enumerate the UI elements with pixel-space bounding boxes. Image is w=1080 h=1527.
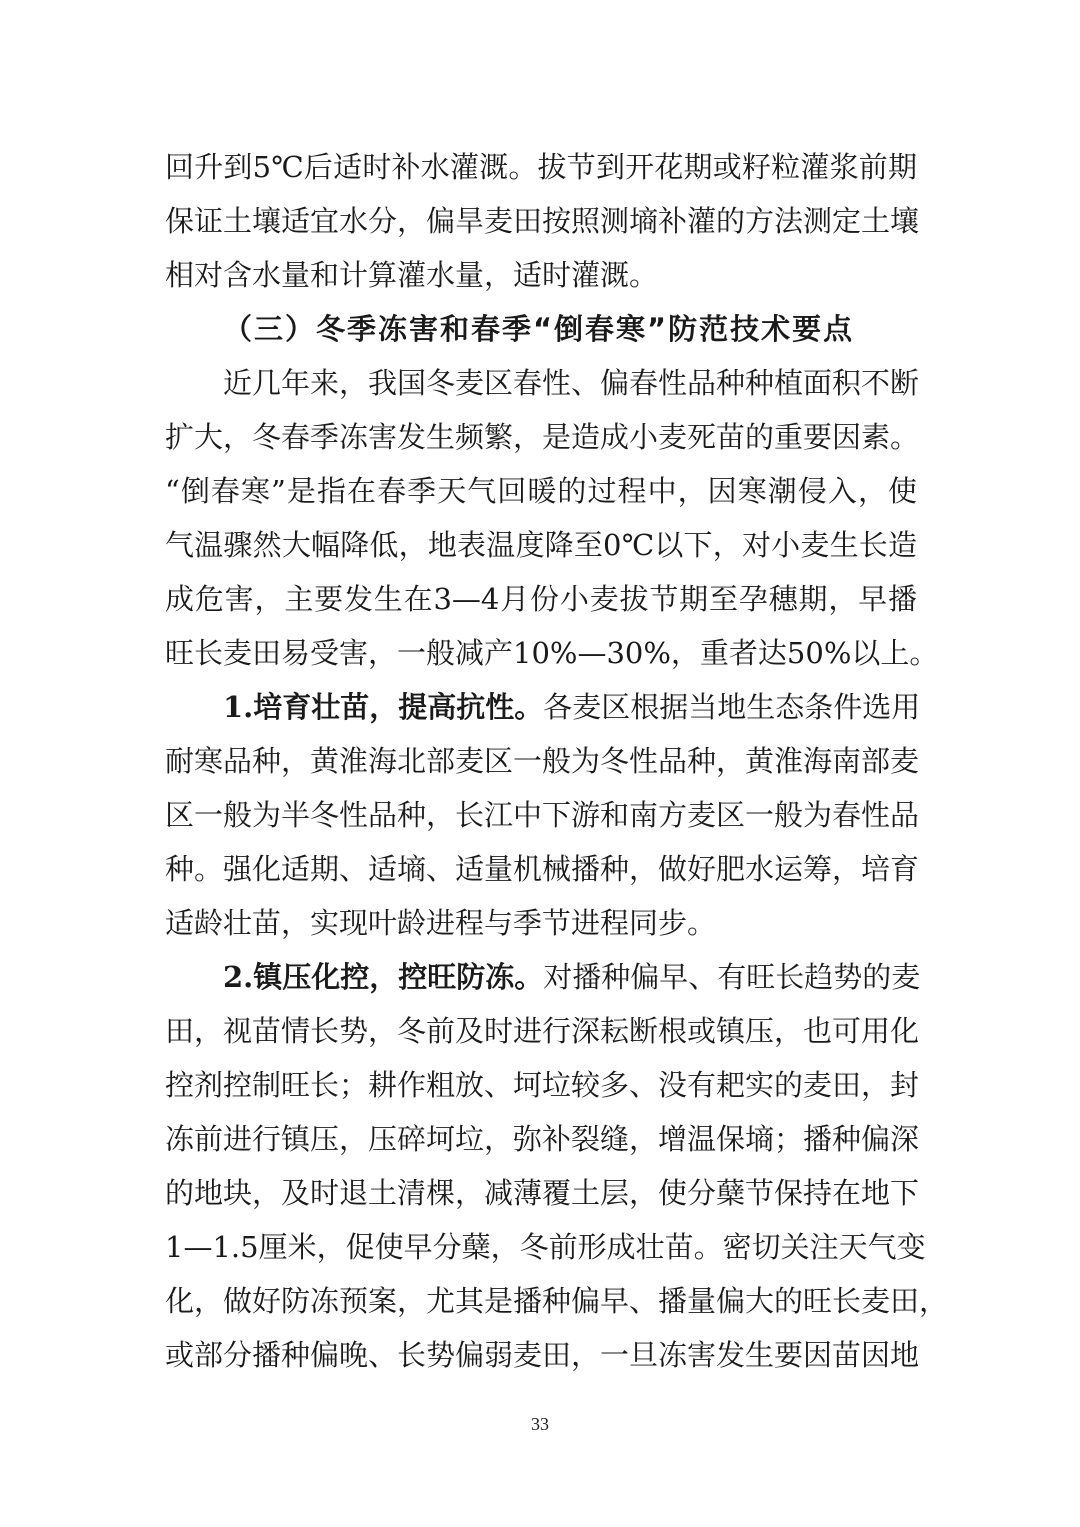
subheading-2: 2.镇压化控，控旺防冻。: [223, 960, 544, 994]
text-line: 控剂控制旺长；耕作粗放、坷垃较多、没有耙实的麦田，封: [165, 1068, 920, 1102]
text-fragment: 对播种偏早、有旺长趋势的麦: [543, 960, 921, 994]
subheading-1: 1.培育壮苗，提高抗性。: [223, 690, 544, 724]
text-line: 旺长麦田易受害，一般减产10%—30%，重者达50%以上。: [165, 636, 939, 670]
page-number: 33: [531, 1414, 549, 1434]
text-line: 或部分播种偏晚、长势偏弱麦田，一旦冻害发生要因苗因地: [165, 1338, 920, 1372]
section-heading: （三）冬季冻害和春季“倒春寒”防范技术要点: [223, 312, 855, 346]
text-line: 回升到5℃后适时补水灌溉。拔节到开花期或籽粒灌浆前期: [165, 150, 917, 184]
text-line: 冻前进行镇压，压碎坷垃，弥补裂缝，增温保墒；播种偏深: [165, 1122, 920, 1156]
text-line: 化，做好防冻预案，尤其是播种偏早、播量偏大的旺长麦田，: [165, 1284, 949, 1318]
text-line: [165, 680, 921, 734]
text-line: 气温骤然大幅降低，地表温度降至0℃以下，对小麦生长造: [165, 528, 917, 562]
text-line: 扩大，冬春季冻害发生频繁，是造成小麦死苗的重要因素。: [165, 420, 920, 454]
text-line: 成危害，主要发生在3—4月份小麦拔节期至孕穗期，早播: [165, 582, 917, 616]
text-line: 1—1.5厘米，促使早分蘖，冬前形成壮苗。密切关注天气变: [165, 1230, 926, 1264]
text-line: 区一般为半冬性品种，长江中下游和南方麦区一般为春性品: [165, 798, 920, 832]
text-line: 耐寒品种，黄淮海北部麦区一般为冬性品种，黄淮海南部麦: [165, 744, 920, 778]
text-line: 近几年来，我国冬麦区春性、偏春性品种种植面积不断: [223, 366, 920, 400]
text-line: 的地块，及时退土清棵，减薄覆土层，使分蘖节保持在地下: [165, 1176, 920, 1210]
text-fragment: 各麦区根据当地生态条件选用: [543, 690, 921, 724]
text-line: 相对含水量和计算灌水量，适时灌溉。: [165, 258, 659, 292]
text-line: [165, 950, 921, 1004]
text-line: 保证土壤适宜水分，偏旱麦田按照测墒补灌的方法测定土壤: [165, 204, 920, 238]
document-body: [165, 140, 949, 1382]
text-line: 种。强化适期、适墒、适量机械播种，做好肥水运筹，培育: [165, 852, 920, 886]
text-line: 适龄壮苗，实现叶龄进程与季节进程同步。: [165, 906, 717, 940]
text-line: “倒春寒”是指在春季天气回暖的过程中，因寒潮侵入，使: [165, 474, 917, 508]
text-line: 田，视苗情长势，冬前及时进行深耘断根或镇压，也可用化: [165, 1014, 920, 1048]
